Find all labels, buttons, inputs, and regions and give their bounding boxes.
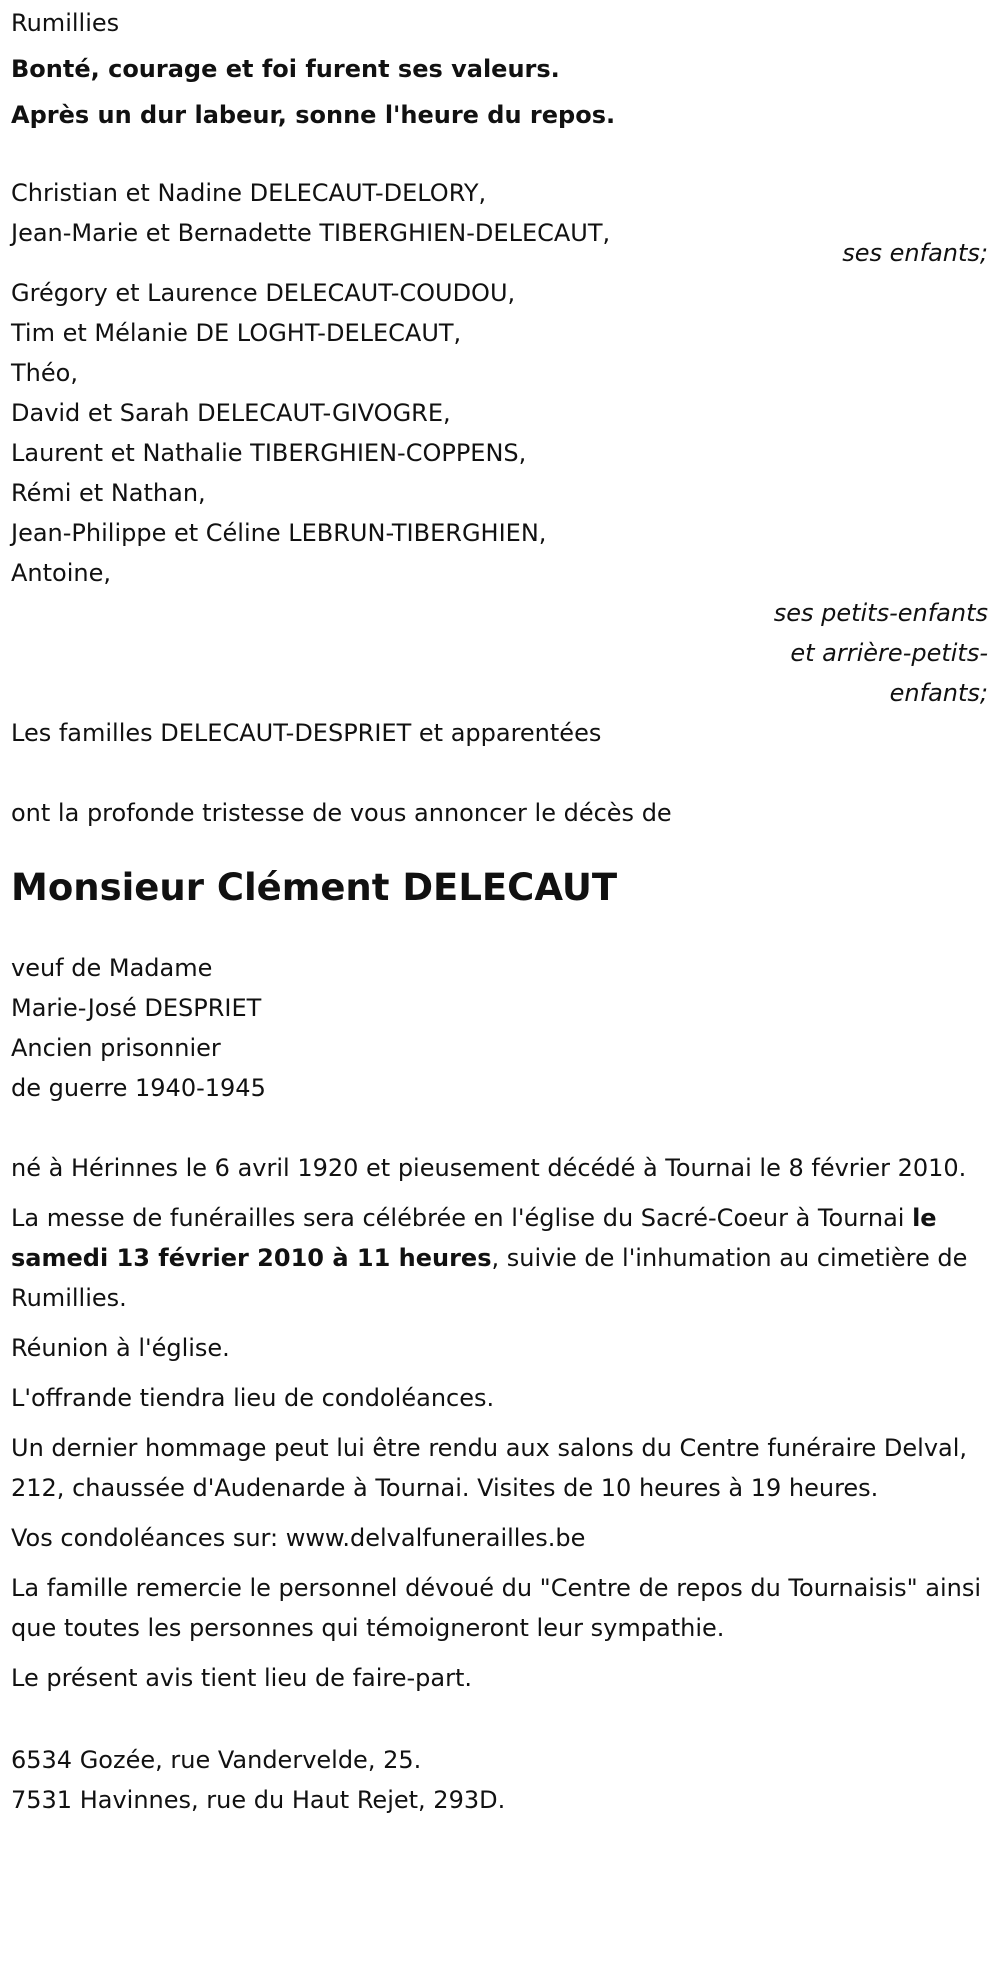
grandchildren-relation-line: ses petits-enfants — [773, 599, 988, 627]
offering-paragraph: L'offrande tiendra lieu de condoléances. — [11, 1384, 495, 1412]
deceased-detail: de guerre 1940-1945 — [11, 1074, 266, 1102]
city-name: Rumillies — [11, 9, 120, 37]
condolences-url: www.delvalfunerailles.be — [285, 1524, 586, 1552]
funeral-text-after: , suivie de l'inhumation au cimetière de Rumillies. — [11, 1244, 968, 1312]
grandchildren-relation-line: enfants; — [889, 679, 988, 707]
funeral-text-before: La messe de funérailles sera célébrée en l'église du Sacré-Coeur à Tournai — [11, 1204, 913, 1232]
funeral-paragraph — [11, 1198, 990, 1318]
grandchildren-list — [11, 273, 990, 593]
tribute-paragraph: Un dernier hommage peut lui être rendu aux salons du Centre funéraire Delval, 212, chaussée d'Audenarde à Tournai. Visites de 10 heures à 19 heures. — [11, 1434, 968, 1502]
notice-paragraph: Le présent avis tient lieu de faire-part. — [11, 1664, 473, 1692]
grandchild-name: Théo, — [11, 359, 78, 387]
spacer — [11, 753, 990, 793]
child-name: Christian et Nadine DELECAUT-DELORY, — [11, 179, 487, 207]
grandchild-name: Antoine, — [11, 559, 111, 587]
deceased-details — [11, 948, 990, 1108]
condolences-paragraph — [11, 1518, 990, 1558]
addresses — [11, 1740, 990, 1820]
address-line: 6534 Gozée, rue Vandervelde, 25. — [11, 1746, 422, 1774]
grandchildren-relation — [11, 593, 990, 713]
motto-line-2: Après un dur labeur, sonne l'heure du repos. — [11, 101, 616, 129]
grandchildren-relation-line: et arrière-petits- — [790, 639, 988, 667]
grandchild-name: Jean-Philippe et Céline LEBRUN-TIBERGHIEN, — [11, 519, 547, 547]
birth-death-paragraph: né à Hérinnes le 6 avril 1920 et pieusement décédé à Tournai le 8 février 2010. — [11, 1154, 967, 1182]
grandchild-name: Tim et Mélanie DE LOGHT-DELECAUT, — [11, 319, 462, 347]
grandchild-name: Rémi et Nathan, — [11, 479, 206, 507]
deceased-detail: Ancien prisonnier — [11, 1034, 221, 1062]
children-relation: ses enfants; — [842, 239, 988, 267]
grandchild-name: David et Sarah DELECAUT-GIVOGRE, — [11, 399, 451, 427]
grandchild-name: Grégory et Laurence DELECAUT-COUDOU, — [11, 279, 516, 307]
child-name: Jean-Marie et Bernadette TIBERGHIEN-DELECAUT, — [11, 219, 611, 247]
deceased-detail: Marie-José DESPRIET — [11, 994, 262, 1022]
meeting-paragraph: Réunion à l'église. — [11, 1334, 230, 1362]
families-line: Les familles DELECAUT-DESPRIET et apparentées — [11, 719, 602, 747]
spacer — [11, 135, 990, 173]
grandchild-name: Laurent et Nathalie TIBERGHIEN-COPPENS, — [11, 439, 527, 467]
obituary-notice — [0, 3, 1000, 1820]
deceased-detail: veuf de Madame — [11, 954, 213, 982]
funeral-date-time: le samedi 13 février 2010 à 11 heures — [11, 1204, 937, 1272]
thanks-paragraph: La famille remercie le personnel dévoué du "Centre de repos du Tournaisis" ainsi que toutes les personnes qui témoigneront leur sympathie. — [11, 1574, 982, 1642]
motto-line-1: Bonté, courage et foi furent ses valeurs. — [11, 55, 560, 83]
announcement-line: ont la profonde tristesse de vous annoncer le décès de — [11, 799, 672, 827]
deceased-name: Monsieur Clément DELECAUT — [11, 866, 618, 909]
condolences-label: Vos condoléances sur: — [11, 1524, 286, 1552]
address-line: 7531 Havinnes, rue du Haut Rejet, 293D. — [11, 1786, 506, 1814]
